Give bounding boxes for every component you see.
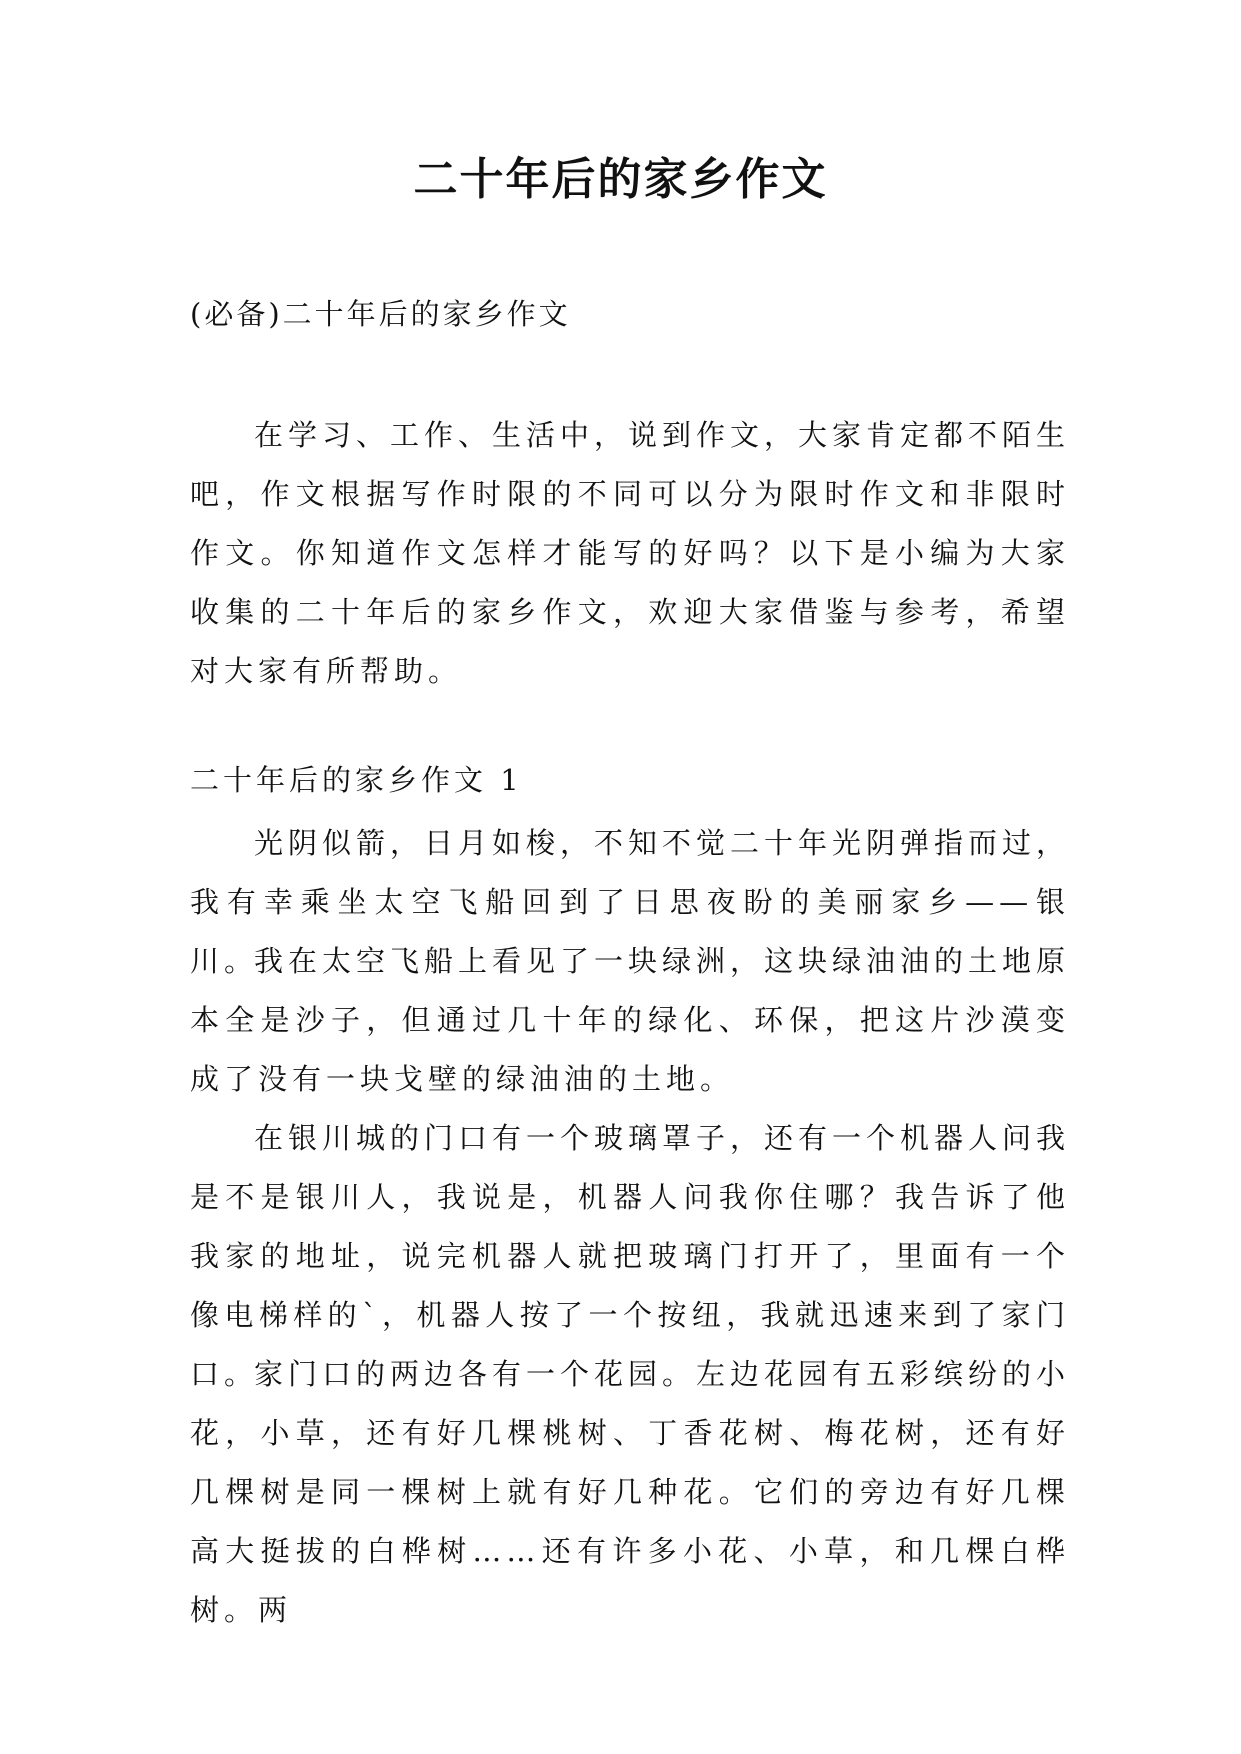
body-paragraph: 光阴似箭，日月如梭，不知不觉二十年光阴弹指而过，我有幸乘坐太空飞船回到了日思夜盼的美丽家乡——银川。 bbox=[190, 826, 1071, 978]
intro-paragraph: 在学习、工作、生活中，说到作文，大家肯定都不陌生吧，作文根据写作时限的不同可以分为限时作文和非限时作文。你知道作文怎样才能写的好吗？以下是小编为大家收集的二十年后的家乡作文，欢迎大家借鉴与参考，希望对大家有所帮助。 bbox=[190, 418, 1071, 688]
body-paragraph: 在银川城的门口有一个玻璃罩子，还有一个机器人问我是不是银川人，我说是，机器人问我你住哪？我告诉了他我家的地址，说完机器人就把玻璃门打开了，里面有一个像电梯样的`，机器人按了一个按纽，我就迅速来到了家门口。 bbox=[190, 1121, 1071, 1391]
body-paragraph: 我在太空飞船上看见了一块绿洲，这块绿油油的土地原本全是沙子，但通过几十年的绿化、环保，把这片沙漠变成了没有一块戈壁的绿油油的土地。 bbox=[190, 944, 1071, 1096]
section-heading: 二十年后的家乡作文 1 bbox=[190, 763, 523, 797]
document-subtitle: (必备)二十年后的家乡作文 bbox=[190, 297, 571, 331]
document-title: 二十年后的家乡作文 bbox=[413, 154, 828, 205]
body-paragraph: 家门口的两边各有一个花园。左边花园有五彩缤纷的小花，小草，还有好几棵桃树、丁香花树、梅花树，还有好几棵树是同一棵树上就有好几种花。它们的旁边有好几棵高大挺拔的白桦树……还有许多小花、小草，和几棵白桦树。两 bbox=[190, 1357, 1071, 1627]
